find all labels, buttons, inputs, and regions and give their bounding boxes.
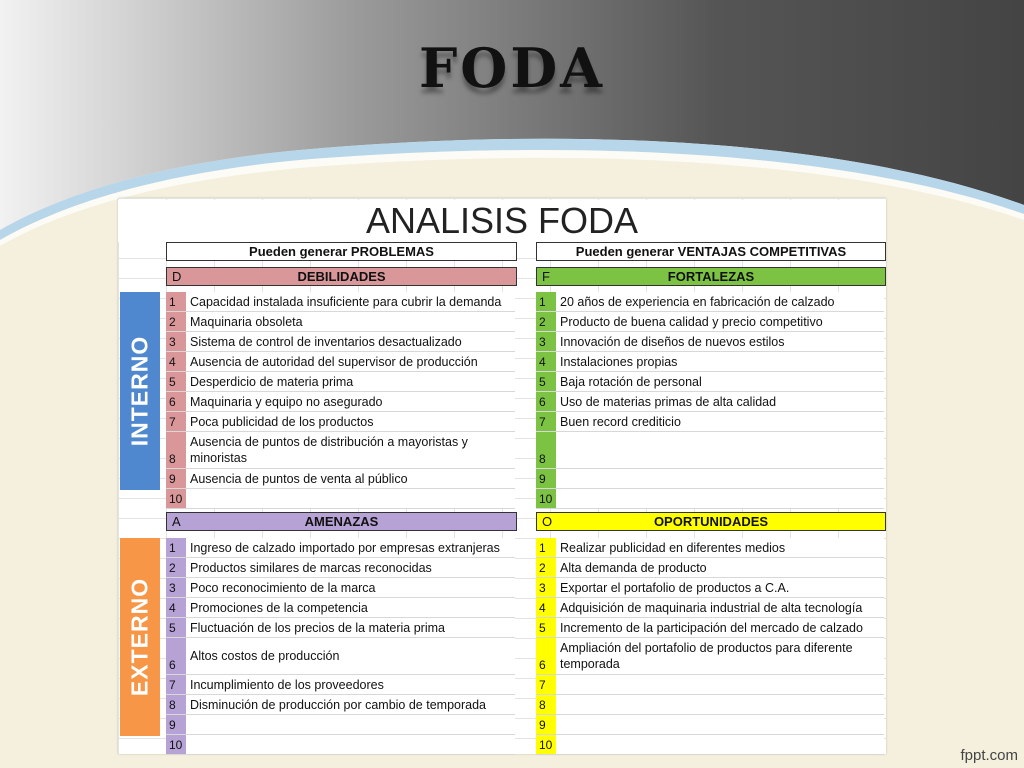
side-label-interno: INTERNO (120, 292, 160, 490)
debilidades-row (166, 292, 515, 312)
debilidades-row-number: 2 (166, 312, 186, 331)
fortalezas-row-text: Baja rotación de personal (560, 374, 702, 389)
fortalezas-row-text: Uso de materias primas de alta calidad (560, 394, 777, 409)
oportunidades-row-number: 9 (536, 715, 556, 734)
header-problems: Pueden generar PROBLEMAS (166, 242, 517, 261)
fortalezas-row-text (560, 469, 882, 488)
amenazas-row-number: 2 (166, 558, 186, 577)
oportunidades-row (536, 598, 884, 618)
debilidades-row (166, 372, 515, 392)
oportunidades-row-number: 1 (536, 538, 556, 557)
debilidades-row-number: 4 (166, 352, 186, 371)
debilidades-row (166, 352, 515, 372)
debilidades-row-number: 3 (166, 332, 186, 351)
amenazas-row (166, 638, 515, 675)
oportunidades-row-number: 7 (536, 675, 556, 694)
fortalezas-row-number: 8 (536, 432, 556, 468)
fortalezas-row-text: 20 años de experiencia en fabricación de calzado (560, 294, 835, 309)
fortalezas-row-text (560, 489, 882, 508)
fortalezas-row-number: 5 (536, 372, 556, 391)
oportunidades-row-number: 5 (536, 618, 556, 637)
fortalezas-row-text: Producto de buena calidad y precio competitivo (560, 314, 823, 329)
fortalezas-row-number: 4 (536, 352, 556, 371)
debilidades-row (166, 332, 515, 352)
amenazas-row-text: Productos similares de marcas reconocidas (190, 560, 432, 575)
fortalezas-row-number: 10 (536, 489, 556, 508)
debilidades-row-number: 7 (166, 412, 186, 431)
amenazas-row-number: 8 (166, 695, 186, 714)
fortalezas-letter: F (542, 269, 550, 284)
amenazas-row (166, 578, 515, 598)
fortalezas-row-text (560, 432, 882, 468)
oportunidades-row-text: Exportar el portafolio de productos a C.A. (560, 580, 790, 595)
amenazas-row-text: Disminución de producción por cambio de temporada (190, 697, 486, 712)
oportunidades-row-number: 8 (536, 695, 556, 714)
oportunidades-row (536, 735, 884, 755)
oportunidades-row-number: 3 (536, 578, 556, 597)
amenazas-row-number: 4 (166, 598, 186, 617)
debilidades-title: DEBILIDADES (297, 269, 386, 284)
amenazas-row-text: Poco reconocimiento de la marca (190, 580, 376, 595)
oportunidades-row-text: Realizar publicidad en diferentes medios (560, 540, 786, 555)
amenazas-row-text (190, 735, 513, 754)
oportunidades-header (536, 512, 886, 531)
debilidades-row-text: Poca publicidad de los productos (190, 414, 374, 429)
amenazas-row-number: 3 (166, 578, 186, 597)
fortalezas-row (536, 392, 884, 412)
fortalezas-row (536, 432, 884, 469)
amenazas-row (166, 715, 515, 735)
amenazas-row-text: Incumplimiento de los proveedores (190, 677, 384, 692)
foda-sheet (118, 198, 886, 754)
amenazas-row-number: 9 (166, 715, 186, 734)
fortalezas-row-number: 7 (536, 412, 556, 431)
fortalezas-row (536, 332, 884, 352)
oportunidades-row-text: Incremento de la participación del mercado de calzado (560, 620, 863, 635)
fortalezas-title: FORTALEZAS (667, 269, 755, 284)
debilidades-row-number: 10 (166, 489, 186, 508)
oportunidades-row (536, 715, 884, 735)
amenazas-row-number: 1 (166, 538, 186, 557)
fortalezas-row (536, 372, 884, 392)
oportunidades-title: OPORTUNIDADES (653, 514, 769, 529)
fortalezas-header (536, 267, 886, 286)
amenazas-row (166, 675, 515, 695)
sheet-title: ANALISIS FODA (118, 200, 886, 242)
debilidades-row-text: Maquinaria obsoleta (190, 314, 303, 329)
amenazas-row (166, 695, 515, 715)
debilidades-row-text: Desperdicio de materia prima (190, 374, 354, 389)
oportunidades-row-number: 4 (536, 598, 556, 617)
debilidades-row-text (190, 489, 513, 508)
debilidades-header (166, 267, 517, 286)
debilidades-row (166, 489, 515, 509)
fortalezas-row-number: 6 (536, 392, 556, 411)
debilidades-row (166, 392, 515, 412)
oportunidades-letter: O (542, 514, 553, 529)
debilidades-row-number: 5 (166, 372, 186, 391)
fortalezas-row (536, 352, 884, 372)
amenazas-row-text (190, 715, 513, 734)
debilidades-letter: D (172, 269, 182, 284)
oportunidades-row (536, 675, 884, 695)
oportunidades-row (536, 558, 884, 578)
debilidades-row (166, 432, 515, 469)
fortalezas-row-number: 1 (536, 292, 556, 311)
slide-title: FODA (418, 36, 606, 100)
oportunidades-row-text (560, 695, 882, 714)
fortalezas-row (536, 412, 884, 432)
oportunidades-row-number: 2 (536, 558, 556, 577)
debilidades-row-number: 6 (166, 392, 186, 411)
amenazas-row-number: 10 (166, 735, 186, 754)
debilidades-row-number: 9 (166, 469, 186, 488)
fortalezas-row (536, 292, 884, 312)
oportunidades-row (536, 578, 884, 598)
amenazas-row (166, 598, 515, 618)
amenazas-row (166, 558, 515, 578)
amenazas-letter: A (172, 514, 181, 529)
fortalezas-row-text: Innovación de diseños de nuevos estilos (560, 334, 785, 349)
amenazas-title: AMENAZAS (304, 514, 379, 529)
fortalezas-row-text: Buen record crediticio (560, 414, 681, 429)
amenazas-row-text: Altos costos de producción (190, 649, 340, 663)
debilidades-row-text: Ausencia de puntos de distribución a mayoristas y minoristas (190, 435, 468, 465)
side-label-externo: EXTERNO (120, 538, 160, 736)
oportunidades-row (536, 638, 884, 675)
amenazas-row-text: Fluctuación de los precios de la materia prima (190, 620, 445, 635)
amenazas-row-text: Promociones de la competencia (190, 600, 368, 615)
oportunidades-row-number: 10 (536, 735, 556, 754)
amenazas-row-text: Ingreso de calzado importado por empresas extranjeras (190, 540, 500, 555)
amenazas-row (166, 735, 515, 755)
fortalezas-row (536, 312, 884, 332)
oportunidades-row (536, 695, 884, 715)
amenazas-row (166, 618, 515, 638)
fortalezas-row-number: 9 (536, 469, 556, 488)
oportunidades-row-text: Adquisición de maquinaria industrial de alta tecnología (560, 600, 863, 615)
fortalezas-row-number: 2 (536, 312, 556, 331)
amenazas-row (166, 538, 515, 558)
debilidades-row-number: 8 (166, 432, 186, 468)
oportunidades-row-text: Alta demanda de producto (560, 560, 707, 575)
fortalezas-row (536, 489, 884, 509)
debilidades-row-text: Ausencia de autoridad del supervisor de producción (190, 354, 478, 369)
amenazas-row-number: 6 (166, 638, 186, 674)
header-advantages: Pueden generar VENTAJAS COMPETITIVAS (536, 242, 886, 261)
debilidades-row-text: Ausencia de puntos de venta al público (190, 471, 408, 486)
debilidades-row (166, 469, 515, 489)
oportunidades-row-text: Ampliación del portafolio de productos para diferente temporada (560, 641, 853, 671)
oportunidades-row-text (560, 735, 882, 754)
fortalezas-row-number: 3 (536, 332, 556, 351)
brand-watermark: fppt.com (960, 747, 1018, 764)
debilidades-row (166, 312, 515, 332)
debilidades-row-text: Capacidad instalada insuficiente para cubrir la demanda (190, 294, 502, 309)
oportunidades-row-number: 6 (536, 638, 556, 674)
debilidades-row-text: Sistema de control de inventarios desactualizado (190, 334, 462, 349)
oportunidades-row-text (560, 675, 882, 694)
oportunidades-row (536, 618, 884, 638)
fortalezas-row-text: Instalaciones propias (560, 354, 678, 369)
amenazas-row-number: 5 (166, 618, 186, 637)
debilidades-row (166, 412, 515, 432)
debilidades-row-text: Maquinaria y equipo no asegurado (190, 394, 383, 409)
amenazas-header (166, 512, 517, 531)
fortalezas-row (536, 469, 884, 489)
oportunidades-row-text (560, 715, 882, 734)
debilidades-row-number: 1 (166, 292, 186, 311)
oportunidades-row (536, 538, 884, 558)
amenazas-row-number: 7 (166, 675, 186, 694)
